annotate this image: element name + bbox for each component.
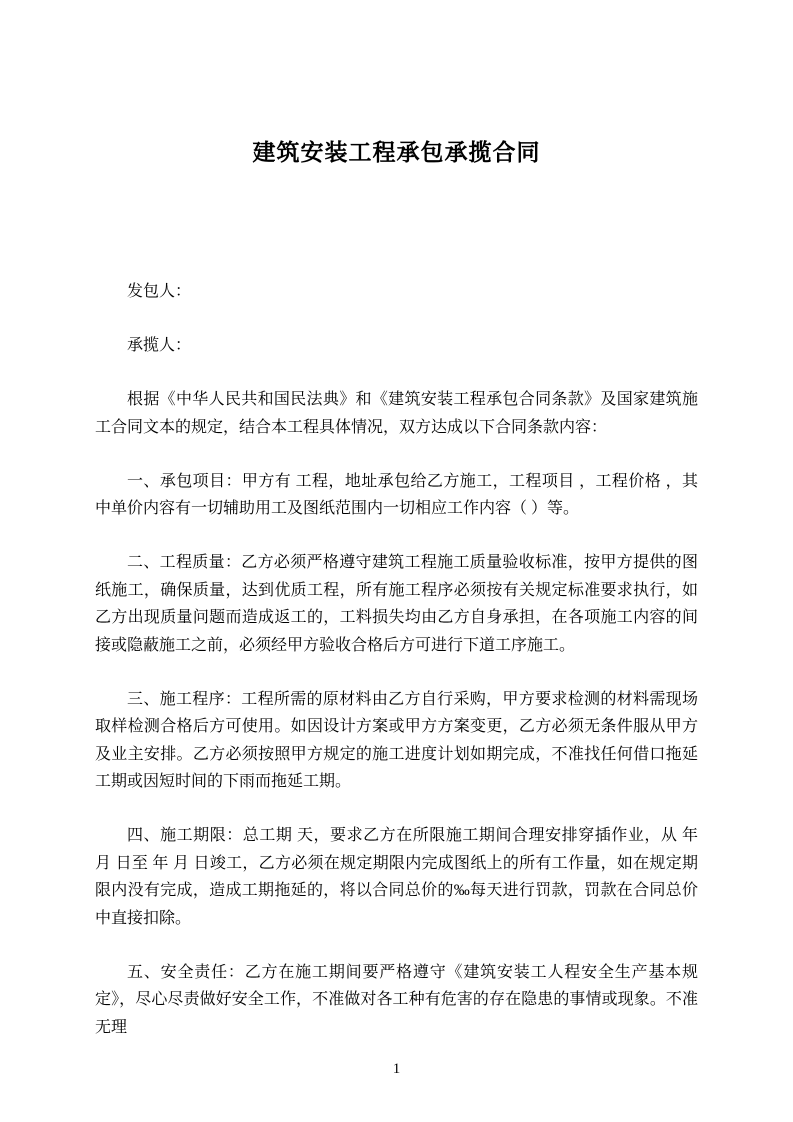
page-number: 1 <box>392 1061 401 1077</box>
paragraph-clause-5: 五、安全责任：乙方在施工期间要严格遵守《建筑安装工人程安全生产基本规定》，尽心尽责做好安全工作，不准做对各工种有危害的存在隐患的事情或现象。不准无理 <box>95 963 698 1036</box>
paragraph-clause-2: 二、工程质量：乙方必须严格遵守建筑工程施工质量验收标准，按甲方提供的图纸施工，确保质量，达到优质工程，所有施工程序必须按有关规定标准要求执行，如乙方出现质量问题而造成返工的，工料损失均由乙方自身承担，在各项施工内容的间接或隐蔽施工之前，必须经甲方验收合格后方可进行下道工序施工。 <box>95 554 698 654</box>
page-footer <box>0 1060 793 1078</box>
paragraph-clause-1: 一、承包项目：甲方有 工程，地址承包给乙方施工，工程项目 ，工程价格 ，其中单价内容有一切辅助用工及图纸范围内一切相应工作内容（ ）等。 <box>95 472 698 517</box>
document-body <box>95 168 698 1041</box>
paragraph-clause-3: 三、施工程序：工程所需的原材料由乙方自行采购，甲方要求检测的材料需现场取样检测合格后方可使用。如因设计方案或甲方方案变更，乙方必须无条件服从甲方及业主安排。乙方必须按照甲方规定的施工进度计划如期完成，不准找任何借口拖延工期或因短时间的下雨而拖延工期。 <box>95 690 698 790</box>
paragraph-preamble: 根据《中华人民共和国民法典》和《建筑安装工程承包合同条款》及国家建筑施工合同文本的规定，结合本工程具体情况，双方达成以下合同条款内容： <box>95 391 698 436</box>
paragraph-clause-4: 四、施工期限：总工期 天，要求乙方在所限施工期间合理安排穿插作业，从 年 月 日至 年 月 日竣工，乙方必须在规定期限内完成图纸上的所有工作量，如在规定期限内没有完成，造成工期拖延的，将以合同总价的‰每天进行罚款，罚款在合同总价中直接扣除。 <box>95 827 698 927</box>
paragraph-contractor: 承揽人： <box>127 337 192 354</box>
paragraph-employer: 发包人： <box>127 283 192 300</box>
document-title: 建筑安装工程承包承揽合同 <box>252 140 541 165</box>
